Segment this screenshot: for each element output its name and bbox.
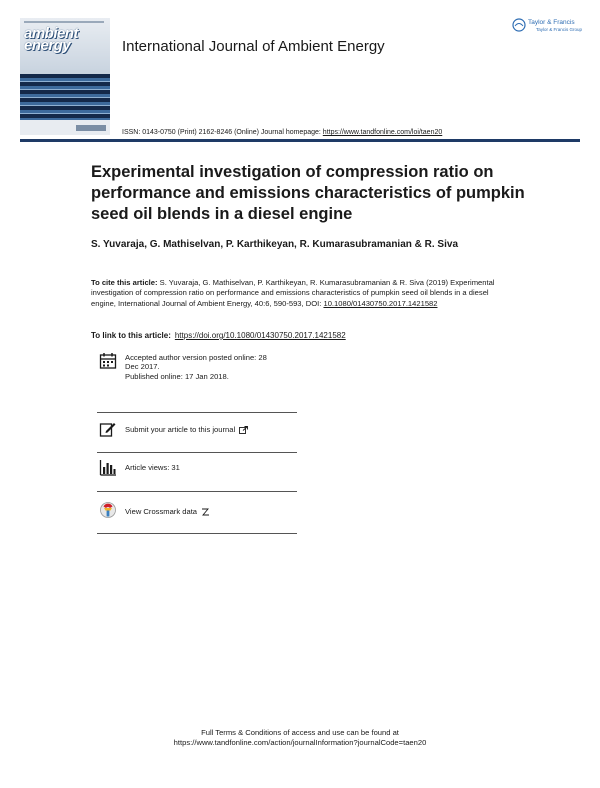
submit-article-row[interactable] [97,420,297,440]
article-link-label: To link to this article: [91,331,171,340]
publisher-logo-icon [512,18,526,32]
crossmark-row[interactable] [97,501,297,523]
issn-line [122,129,442,136]
info-divider [97,452,297,453]
accepted-date-line2: Dec 2017. [125,362,160,372]
article-doi-link[interactable]: https://doi.org/10.1080/01430750.2017.1421582 [174,331,346,340]
citation-text: S. Yuvaraja, G. Mathiselvan, P. Karthikeyan, R. Kumarasubramanian & R. Siva (2019) Experimental investigation of compression ratio on performance and emissions characteristics of pumpkin seed oil blends in a diesel engine, International Journal of Ambient Energy, 40:6, 590-593, DOI: [91,278,495,308]
article-link-line [91,331,346,340]
info-divider [97,412,297,413]
article-views: Article views: 31 [125,463,180,472]
citation-doi-link[interactable]: 10.1080/01430750.2017.1421582 [323,298,438,308]
footer [0,728,600,748]
journal-homepage-link[interactable]: https://www.tandfonline.com/loi/taen20 [322,129,443,136]
footer-terms-link[interactable]: https://www.tandfonline.com/action/journalInformation?journalCode=taen20 [173,738,427,747]
external-link-icon [239,426,248,434]
publisher-logo-text: Taylor & Francis [528,19,575,26]
published-date: Published online: 17 Jan 2018. [125,371,229,381]
journal-name: International Journal of Ambient Energy [122,38,385,55]
citation [91,278,511,309]
accepted-published-row [97,352,297,388]
article-views-row [97,459,297,479]
issn-text: ISSN: 0143-0750 (Print) 2162-8246 (Online) Journal homepage: [122,129,323,136]
footer-terms-text: Full Terms & Conditions of access and use can be found at [201,728,399,737]
edit-icon [99,420,117,438]
submit-article-link[interactable]: Submit your article to this journal [125,425,236,434]
journal-cover [20,18,110,135]
article-title: Experimental investigation of compression ratio on performance and emissions characteristics of pumpkin seed oil blends in a diesel engine [91,163,525,223]
calendar-icon [99,352,117,370]
crossmark-link[interactable]: View Crossmark data [125,507,198,516]
publisher-logo-sub: Taylor & Francis Group [536,27,583,32]
crossmark-external-icon [201,508,210,516]
citation-label: To cite this article: [91,278,158,287]
accepted-date-line1: Accepted author version posted online: 28 [125,353,267,362]
info-divider [97,533,297,534]
info-divider [97,491,297,492]
publisher-logo[interactable] [512,18,584,38]
article-authors: S. Yuvaraja, G. Mathiselvan, P. Karthikeyan, R. Kumarasubramanian & R. Siva [91,239,459,250]
bar-chart-icon [99,459,117,477]
header-divider [20,139,580,142]
crossmark-icon [99,501,117,519]
cover-title: ambient energy [24,25,79,54]
